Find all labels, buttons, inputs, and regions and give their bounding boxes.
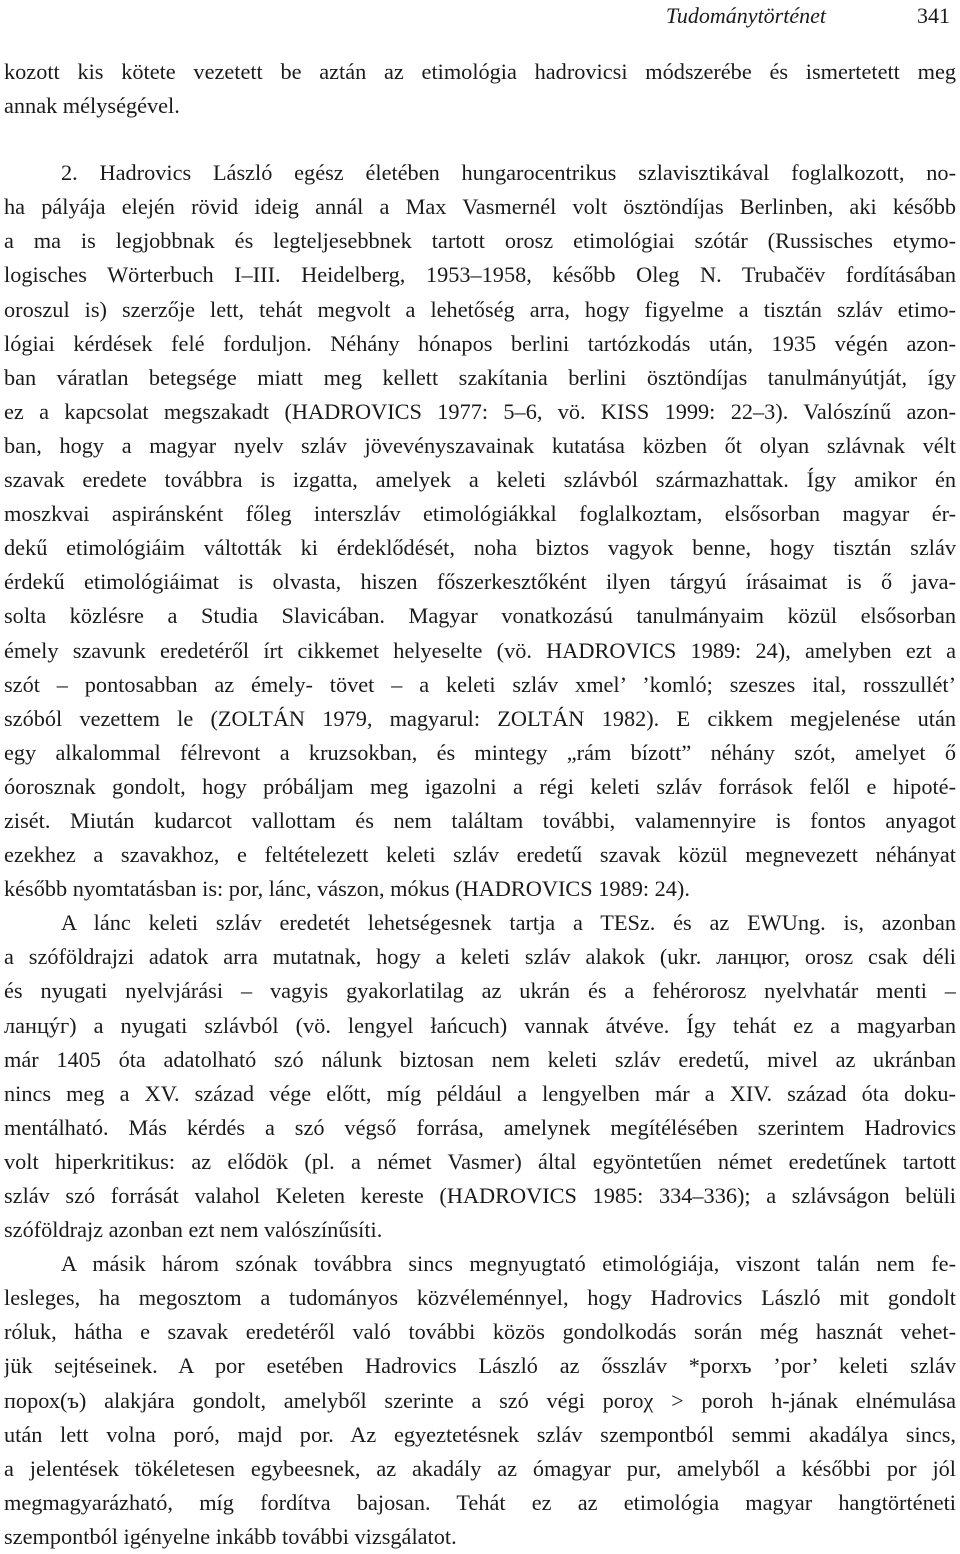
paragraph-2	[4, 156, 956, 906]
body-text	[4, 55, 956, 1554]
text-line: A másik három szónak továbbra sincs megnyugtató etimológiája, viszont talán nem fe-	[61, 1251, 956, 1277]
text-line: szavak eredete továbbra is izgatta, amelyek a keleti szlávból származhattak. Így amikor én	[4, 467, 956, 493]
text-line: lógiai kérdések felé forduljon. Néhány hónapos berlini tartózkodás után, 1935 végén azon-	[4, 330, 956, 356]
text-line: egy alkalommal félrevont a kruzsokban, és mintegy „rám bízott” néhány szót, amelyet ő	[4, 739, 956, 765]
text-line: 2. Hadrovics László egész életében hungarocentrikus szlavisztikával foglalkozott, no-	[61, 160, 956, 186]
text-line: annak mélységével.	[4, 93, 180, 119]
text-line: nincs meg a XV. század vége előtt, míg például a lengyelben már a XIV. század óta doku-	[4, 1080, 956, 1106]
text-line: kozott kis kötete vezetett be aztán az etimológia hadrovicsi módszerébe és ismertetett meg	[4, 59, 956, 84]
text-line: és nyugati nyelvjárási – vagyis gyakorlatilag az ukrán és a fehérorosz nyelvhatár menti –	[4, 978, 956, 1004]
text-line: ezekhez a szavakhoz, e feltételezett keleti szláv eredetű szavak közül megnevezett néhányat	[4, 842, 956, 868]
text-line: zisét. Miután kudarcot vallottam és nem találtam további, valamennyire is fontos anyagot	[4, 807, 956, 833]
text-line: óorosznak gondolt, hogy próbáljam meg igazolni a régi keleti szláv források felől e hipoté-	[4, 773, 956, 799]
text-line: után lett volna poró, majd por. Az egyeztetésnek szláv szempontból semmi akadálya sincs,	[4, 1421, 956, 1447]
paragraph-continuation	[4, 55, 956, 123]
text-line: ban váratlan betegsége miatt meg kellett szakítania berlini ösztöndíjas tanulmányútját, így	[4, 364, 956, 390]
document-page	[4, 0, 956, 1554]
text-line: érdekű etimológiáimat is olvasta, hiszen főszerkesztőként ilyen tárgyú írásaimat is ő java-	[4, 569, 956, 595]
text-line: oroszul is) szerzője lett, tehát megvolt a lehetőség arra, hogy figyelme a tisztán szláv etimo-	[4, 296, 956, 322]
text-line: dekű etimológiáim váltották ki érdeklődését, noha biztos vagyok benne, hogy tisztán szláv	[4, 535, 956, 561]
text-line: lesleges, ha megosztom a tudományos közvéleménnyel, hogy Hadrovics László mit gondolt	[4, 1285, 956, 1311]
text-line: ланцýг) a nyugati szlávból (vö. lengyel łańcuch) vannak átvéve. Így tehát ez a magyarban	[4, 1012, 956, 1038]
text-line: már 1405 óta adatolható szó nálunk biztosan nem keleti szláv eredetű, mivel az ukránban	[4, 1046, 956, 1072]
text-line: moszkvai aspiránsként főleg interszláv etimológiákkal foglalkoztam, elsősorban magyar ér-	[4, 501, 956, 527]
running-header	[4, 0, 956, 34]
text-line: a szóföldrajzi adatok arra mutatnak, hogy a keleti szláv alakok (ukr. ланцюг, orosz csak déli	[4, 944, 956, 970]
text-line: róluk, hátha e szavak eredetéről való további közös gondolkodás során még hasznát vehet-	[4, 1319, 956, 1345]
text-line: émely szavunk eredetéről írt cikkemet helyeselte (vö. HADROVICS 1989: 24), amelyben ezt a	[4, 637, 956, 663]
text-line: ban, hogy a magyar nyelv szláv jövevényszavainak kutatása közben őt olyan szlávnak vélt	[4, 432, 956, 458]
text-line: megmagyarázható, míg fordítva bajosan. Tehát ez az etimológia magyar hangtörténeti	[4, 1489, 956, 1515]
text-line: szóföldrajz azonban ezt nem valószínűsíti.	[4, 1217, 383, 1243]
text-line: a ma is legjobbnak és legteljesebbnek tartott orosz etimológiai szótár (Russisches etymo-	[4, 228, 956, 254]
text-line: A lánc keleti szláv eredetét lehetségesnek tartja a TESz. és az EWUng. is, azonban	[61, 910, 956, 936]
text-line: порох(ъ) alakjára gondolt, amelyből szerinte a szó végi poroχ > poroh h-jának elnémulása	[4, 1387, 956, 1413]
text-line: szláv szó forrását valahol Keleten kereste (HADROVICS 1985: 334–336); a szlávságon belüli	[4, 1183, 956, 1208]
section-title: Tudománytörténet	[665, 3, 826, 28]
text-line: szót – pontosabban az émely- tövet – a keleti szláv xmel’ ’komló; szeszes ital, rosszullét’	[4, 671, 956, 697]
page-number: 341	[917, 3, 950, 28]
text-line: később nyomtatásban is: por, lánc, vászon, mókus (HADROVICS 1989: 24).	[4, 876, 690, 902]
text-line: szempontból igényelne inkább további vizsgálatot.	[4, 1523, 457, 1549]
text-line: mentálható. Más kérdés a szó végső forrása, amelynek megítélésében szerintem Hadrovics	[4, 1114, 956, 1140]
paragraph-lanc	[4, 906, 956, 1247]
text-line: a jelentések tökéletesen egybeesnek, az akadály az ómagyar pur, amelyből a későbbi por jól	[4, 1455, 956, 1481]
paragraph-por	[4, 1247, 956, 1554]
text-line: ha pályája elején rövid ideig annál a Max Vasmernél volt ösztöndíjas Berlinben, aki később	[4, 194, 956, 220]
text-line: logisches Wörterbuch I–III. Heidelberg, 1953–1958, később Oleg N. Trubačëv fordításában	[4, 262, 956, 288]
text-line: ez a kapcsolat megszakadt (HADROVICS 1977: 5–6, vö. KISS 1999: 22–3). Valószínű azon-	[4, 398, 956, 424]
text-line: szóból vezettem le (ZOLTÁN 1979, magyarul: ZOLTÁN 1982). E cikkem megjelenése után	[4, 705, 956, 731]
text-line: jük sejtéseinek. A por esetében Hadrovics László az ősszláv *porхъ ’por’ keleti szláv	[4, 1353, 956, 1379]
text-line: volt hiperkritikus: az elődök (pl. a német Vasmer) által egyöntetűen német eredetűnek tartott	[4, 1148, 956, 1174]
text-line: solta közlésre a Studia Slavicában. Magyar vonatkozású tanulmányaim közül elsősorban	[4, 603, 956, 629]
